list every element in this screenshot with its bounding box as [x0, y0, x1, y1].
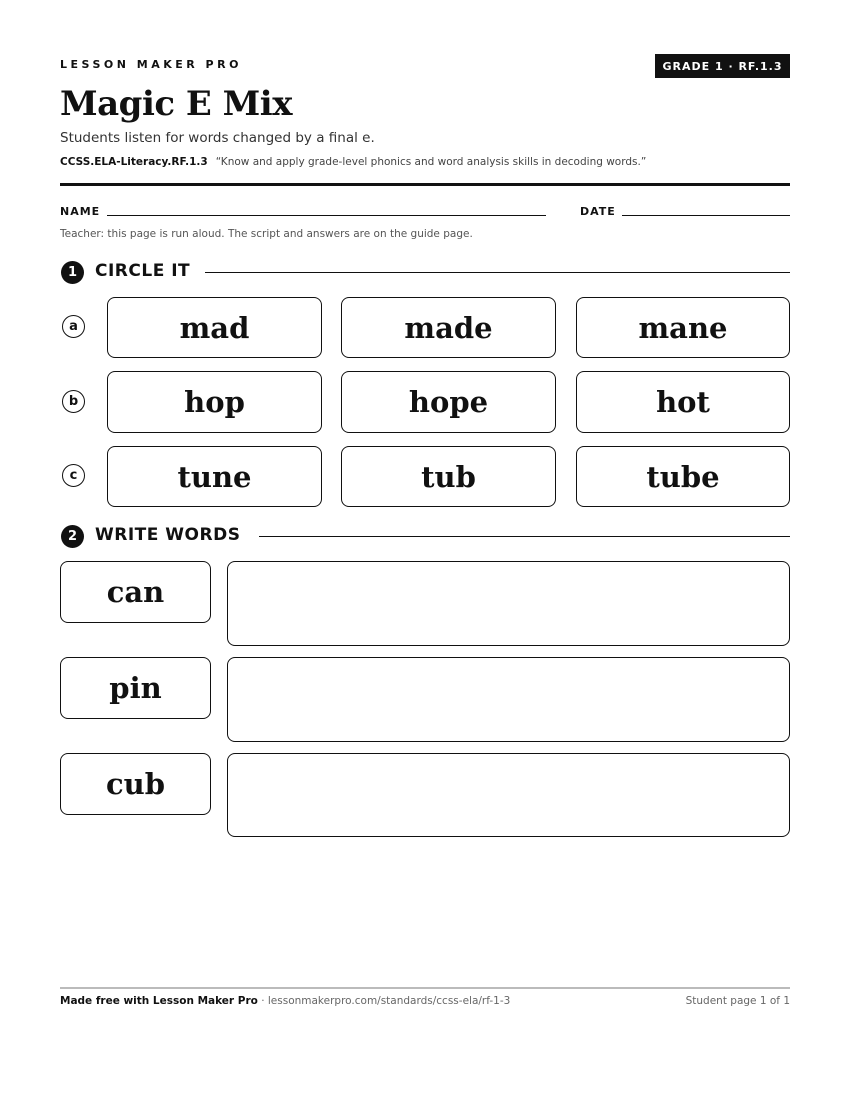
row-c-letter: c	[62, 464, 85, 487]
header-divider	[60, 183, 790, 186]
prompt-word: pin	[60, 657, 211, 719]
word-choice[interactable]: mane	[576, 297, 790, 358]
page-title: Magic E Mix	[60, 84, 292, 124]
section-2-rule	[259, 536, 790, 537]
grade-badge: GRADE 1 · RF.1.3	[655, 54, 790, 78]
footer-url: · lessonmakerpro.com/standards/ccss-ela/rf-1-3	[257, 995, 511, 1007]
section-2-title: WRITE WORDS	[95, 525, 241, 545]
standard-code: CCSS.ELA-Literacy.RF.1.3	[60, 156, 208, 168]
section-1-rule	[205, 272, 790, 273]
section-2-number: 2	[61, 525, 84, 548]
word-choice[interactable]: mad	[107, 297, 322, 358]
word-choice[interactable]: hope	[341, 371, 556, 433]
section-1-number: 1	[61, 261, 84, 284]
brand-name: LESSON MAKER PRO	[60, 58, 242, 71]
date-field[interactable]	[622, 215, 790, 216]
page-indicator: Student page 1 of 1	[685, 995, 790, 1007]
answer-box[interactable]	[227, 561, 790, 646]
section-1-title: CIRCLE IT	[95, 261, 191, 281]
answer-box[interactable]	[227, 753, 790, 837]
row-b-letter: b	[62, 390, 85, 413]
prompt-word: can	[60, 561, 211, 623]
name-field[interactable]	[107, 215, 546, 216]
teacher-note: Teacher: this page is run aloud. The script and answers are on the guide page.	[60, 228, 473, 240]
prompt-word: cub	[60, 753, 211, 815]
footer-made-with: Made free with Lesson Maker Pro	[60, 995, 258, 1007]
standard-text: “Know and apply grade-level phonics and word analysis skills in decoding words.”	[215, 156, 647, 168]
footer-credit	[60, 995, 510, 1007]
page-subtitle: Students listen for words changed by a final e.	[60, 130, 375, 146]
word-choice[interactable]: hot	[576, 371, 790, 433]
answer-box[interactable]	[227, 657, 790, 742]
word-choice[interactable]: made	[341, 297, 556, 358]
word-choice[interactable]: tub	[341, 446, 556, 507]
date-label: DATE	[580, 205, 616, 218]
word-choice[interactable]: tune	[107, 446, 322, 507]
footer-divider	[60, 987, 790, 989]
standard-line	[60, 156, 646, 168]
word-choice[interactable]: tube	[576, 446, 790, 507]
name-label: NAME	[60, 205, 101, 218]
word-choice[interactable]: hop	[107, 371, 322, 433]
row-a-letter: a	[62, 315, 85, 338]
